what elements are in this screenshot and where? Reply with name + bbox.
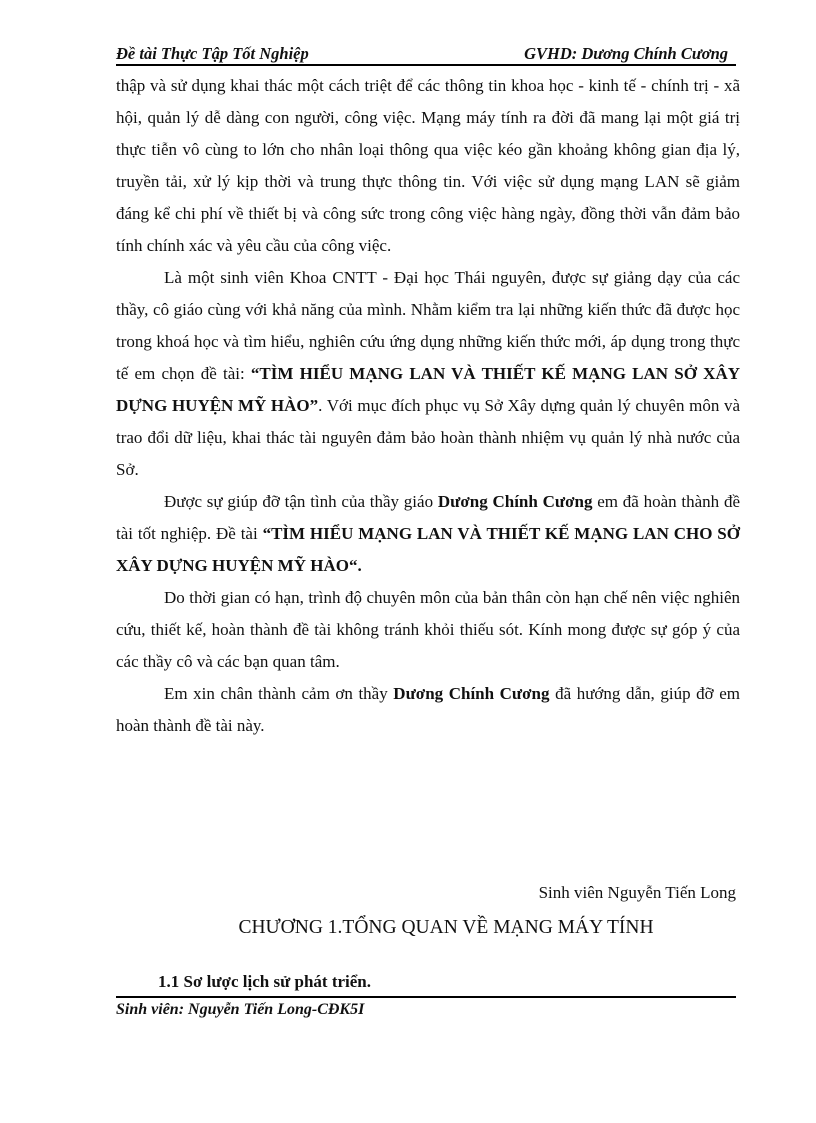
section-heading: 1.1 Sơ lược lịch sử phát triển. (158, 972, 372, 991)
paragraph-text: Được sự giúp đỡ tận tình của thầy giáo (164, 492, 438, 511)
topic-title-bold: “TÌM HIỂU MẠNG LAN VÀ THIẾT KẾ MẠNG LAN SỞ XÂY DỰNG HUYỆN MỸ HÀO” (116, 364, 740, 415)
paragraph-text: em đã hoàn thành đề tài tốt nghiệp. Đề tài (116, 492, 740, 543)
paragraph-text: Em xin chân thành cảm ơn thầy (164, 684, 394, 703)
page-footer: Sinh viên: Nguyễn Tiến Long-CĐK5I (116, 1001, 365, 1018)
paragraph-acknowledgement (116, 486, 740, 582)
paragraph-text: Là một sinh viên Khoa CNTT - Đại học Thái nguyên, được sự giảng dạy của các thầy, cô giáo cùng với khả năng của mình. Nhằm kiểm tra lại những kiến thức đã được học trong khoá học và tìm hiểu, nghiên cứu ứng dụng những kiến thức mới, áp dụng trong thực tế em chọn đề tài: (116, 268, 740, 383)
header-thesis-title: Đề tài Thực Tập Tốt Nghiệp (116, 44, 309, 63)
advisor-name-bold: Dương Chính Cương (437, 492, 593, 511)
paragraph-text: . Với mục đích phục vụ Sở Xây dựng quản lý chuyên môn và trao đổi dữ liệu, khai thác tài nguyên đảm bảo hoàn thành nhiệm vụ quản lý nhà nước của Sở. (116, 396, 741, 479)
paragraph-intro-continued: thập và sử dụng khai thác một cách triệt để các thông tin khoa học - kinh tế - chính trị - xã hội, quản lý dễ dàng con người, công việc. Mạng máy tính ra đời đã mang lại một giá trị thực tiễn vô cùng to lớn cho nhân loại thông qua việc kéo gần khoảng không gian địa lý, truyền tải, xử lý kịp thời và trung thực thông tin. Với việc sử dụng mạng LAN sẽ giảm đáng kể chi phí về thiết bị và công sức trong công việc hàng ngày, đồng thời vẫn đảm bảo tính chính xác và yêu cầu của công việc. (116, 76, 740, 255)
paragraph-thanks (116, 678, 740, 742)
paragraph-limitations: Do thời gian có hạn, trình độ chuyên môn của bản thân còn hạn chế nên việc nghiên cứu, thiết kế, hoàn thành đề tài không tránh khỏi thiếu sót. Kính mong được sự góp ý của các thầy cô và các bạn quan tâm. (116, 588, 740, 671)
paragraph-text: đã hướng dẫn, giúp đỡ em hoàn thành đề tài này. (116, 684, 740, 735)
student-signature: Sinh viên Nguyễn Tiến Long (538, 883, 736, 902)
header-advisor: GVHD: Dương Chính Cương (524, 44, 728, 63)
page-header (116, 42, 736, 66)
topic-title-bold: “TÌM HIỂU MẠNG LAN VÀ THIẾT KẾ MẠNG LAN CHO SỞ XÂY DỰNG HUYỆN MỸ HÀO“. (116, 524, 740, 575)
chapter-heading: CHƯƠNG 1.TỔNG QUAN VỀ MẠNG MÁY TÍNH (238, 917, 654, 938)
document-body (116, 70, 740, 742)
paragraph-topic-selection (116, 262, 740, 486)
footer-divider (116, 996, 736, 998)
advisor-name-bold: Dương Chính Cương (393, 684, 550, 703)
